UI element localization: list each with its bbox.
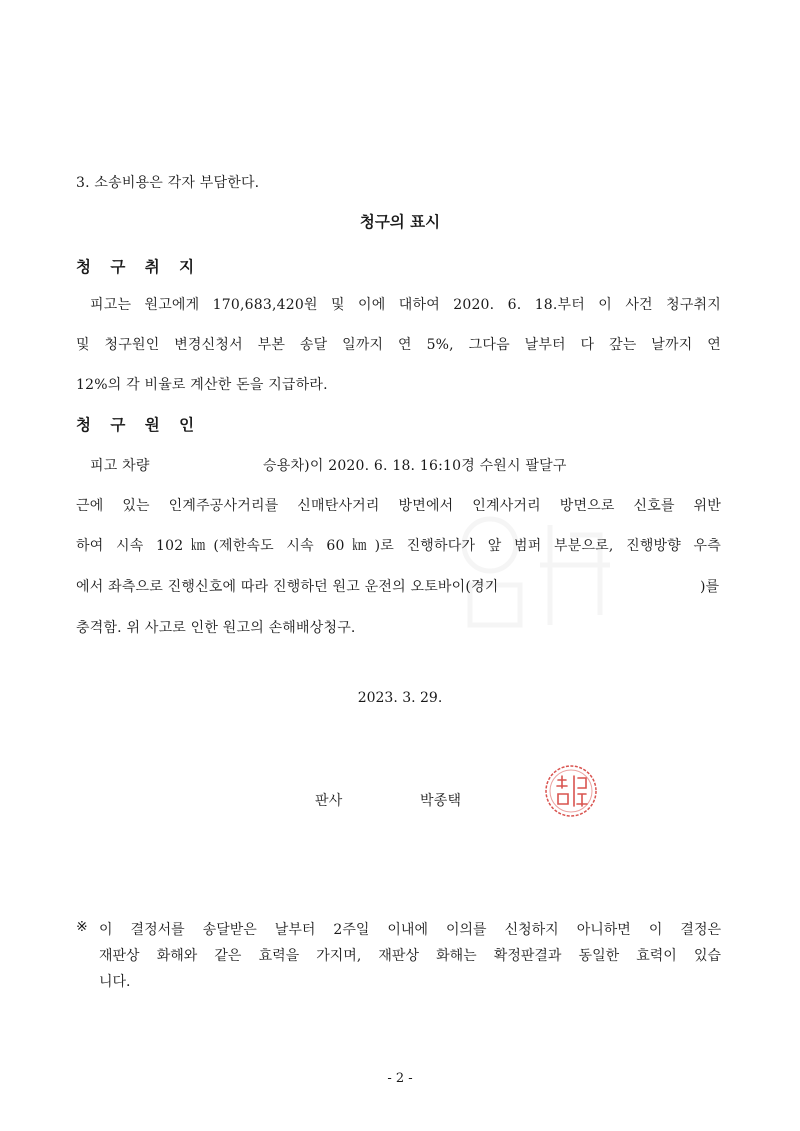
claim-purpose-heading: 청 구 취 지 bbox=[76, 258, 202, 276]
claim-purpose-line-2: 및 청구원인 변경신청서 부본 송달 일까지 연 5%, 그다음 날부터 다 갚는 날까지 연 bbox=[76, 337, 721, 353]
claim-cause-line-4a: 에서 좌측으로 진행신호에 따라 진행하던 원고 운전의 오토바이(경기 bbox=[76, 579, 499, 595]
decision-date: 2023. 3. 29. bbox=[357, 690, 443, 706]
claim-purpose-line-1: 피고는 원고에게 170,683,420원 및 이에 대하여 2020. 6. 18.부터 이 사건 청구취지 bbox=[90, 297, 721, 313]
claim-purpose-line-3: 12%의 각 비율로 계산한 돈을 지급하라. bbox=[76, 377, 328, 393]
judge-title: 판사 bbox=[315, 793, 343, 809]
claim-display-title: 청구의 표시 bbox=[359, 213, 441, 231]
claim-cause-line-4b: )를 bbox=[700, 579, 720, 595]
claim-cause-line-3: 하여 시속 102㎞(제한속도 시속 60㎞)로 진행하다가 앞 범퍼 부분으로, 진행방향 우측 bbox=[76, 538, 721, 554]
notice-line-1: 이 결정서를 송달받은 날부터 2주일 이내에 이의를 신청하지 아니하면 이 결정은 bbox=[99, 922, 721, 938]
claim-cause-heading: 청 구 원 인 bbox=[76, 416, 202, 434]
notice-line-2: 재판상 화해와 같은 효력을 가지며, 재판상 화해는 확정판결과 동일한 효력이 있습 bbox=[99, 948, 721, 964]
page-number: - 2 - bbox=[387, 1071, 413, 1086]
claim-cause-line-5: 충격함. 위 사고로 인한 원고의 손해배상청구. bbox=[76, 620, 356, 636]
judge-name: 박종택 bbox=[420, 793, 462, 809]
claim-cause-line-2: 근에 있는 인계주공사거리를 신매탄사거리 방면에서 인계사거리 방면으로 신호를 위반 bbox=[76, 498, 721, 514]
claim-cause-line-1a: 피고 차량 bbox=[90, 458, 150, 474]
watermark-logo bbox=[440, 505, 620, 645]
notice-line-3: 니다. bbox=[99, 974, 131, 990]
decision-item-3: 3. 소송비용은 각자 부담한다. bbox=[76, 175, 260, 191]
judge-seal bbox=[544, 764, 598, 818]
notice-mark: ※ bbox=[76, 919, 88, 935]
claim-cause-line-1b: 승용차)이 2020. 6. 18. 16:10경 수원시 팔달구 bbox=[263, 458, 567, 474]
